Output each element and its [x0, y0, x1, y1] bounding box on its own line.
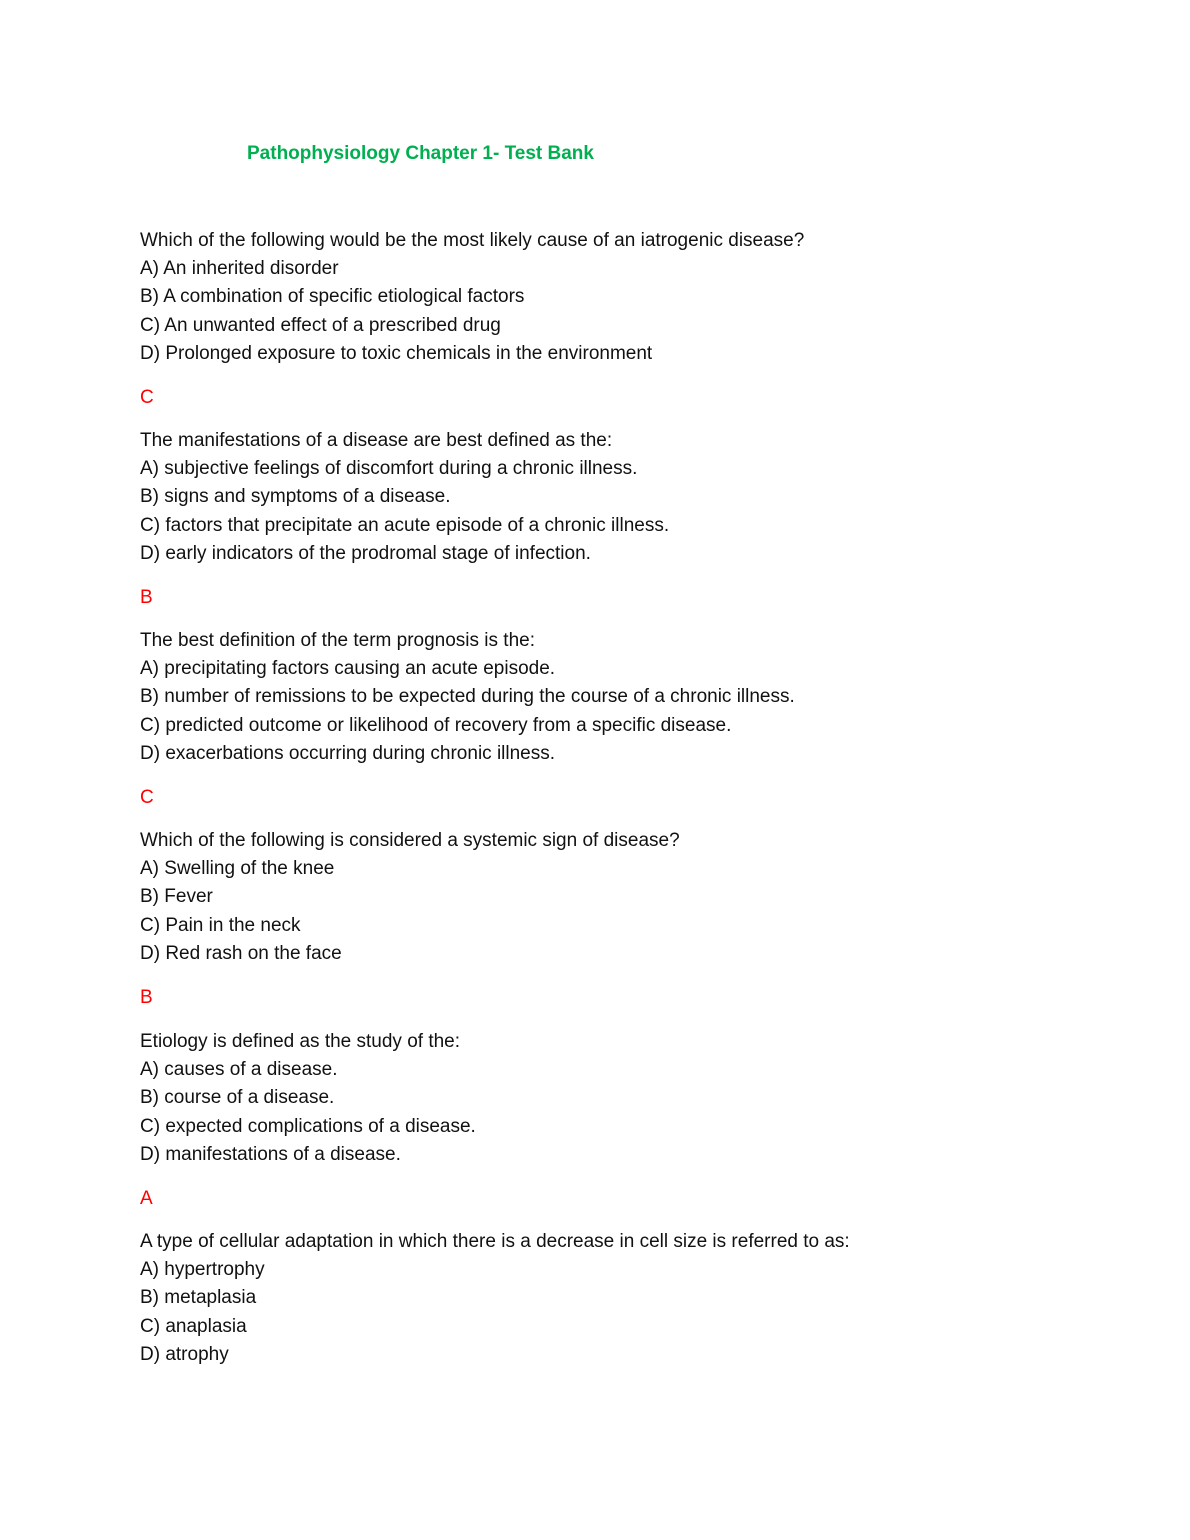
answer-key: B [140, 986, 153, 1008]
option-b: B) metaplasia [140, 1287, 257, 1309]
answer-key: C [140, 786, 154, 808]
option-c: C) An unwanted effect of a prescribed drug [140, 314, 501, 336]
option-d: D) atrophy [140, 1343, 229, 1365]
option-b: B) Fever [140, 886, 213, 908]
answer-key: A [140, 1187, 153, 1209]
option-c: C) anaplasia [140, 1315, 247, 1337]
option-b: B) A combination of specific etiological factors [140, 286, 525, 308]
question-2 [140, 427, 1040, 612]
option-b: B) number of remissions to be expected during the course of a chronic illness. [140, 686, 795, 708]
question-text: Which of the following is considered a systemic sign of disease? [140, 830, 680, 851]
option-a: A) An inherited disorder [140, 258, 339, 280]
option-c: C) expected complications of a disease. [140, 1115, 476, 1137]
question-text: A type of cellular adaptation in which there is a decrease in cell size is referred to as: [140, 1231, 850, 1252]
answer-key: C [140, 386, 154, 408]
option-c: C) factors that precipitate an acute episode of a chronic illness. [140, 514, 670, 536]
answer-key: B [140, 586, 153, 608]
option-d: D) Red rash on the face [140, 942, 342, 964]
option-a: A) causes of a disease. [140, 1059, 338, 1081]
option-c: C) Pain in the neck [140, 914, 301, 936]
option-c: C) predicted outcome or likelihood of recovery from a specific disease. [140, 714, 732, 736]
question-text: The best definition of the term prognosis is the: [140, 630, 535, 651]
question-1 [140, 227, 1040, 412]
option-a: A) precipitating factors causing an acute episode. [140, 658, 556, 680]
option-a: A) subjective feelings of discomfort during a chronic illness. [140, 458, 638, 480]
option-d: D) manifestations of a disease. [140, 1143, 401, 1165]
question-text: Etiology is defined as the study of the: [140, 1031, 461, 1052]
option-d: D) Prolonged exposure to toxic chemicals in the environment [140, 342, 653, 364]
document-title: Pathophysiology Chapter 1- Test Bank [247, 143, 594, 164]
option-d: D) exacerbations occurring during chronic illness. [140, 742, 556, 764]
option-b: B) signs and symptoms of a disease. [140, 486, 451, 508]
question-4 [140, 827, 1040, 1012]
option-a: A) hypertrophy [140, 1259, 265, 1281]
question-text: Which of the following would be the most likely cause of an iatrogenic disease? [140, 230, 805, 251]
question-6 [140, 1228, 1040, 1369]
option-b: B) course of a disease. [140, 1087, 335, 1109]
question-5 [140, 1028, 1040, 1213]
question-3 [140, 627, 1040, 812]
option-d: D) early indicators of the prodromal stage of infection. [140, 542, 591, 564]
question-text: The manifestations of a disease are best defined as the: [140, 430, 613, 451]
option-a: A) Swelling of the knee [140, 858, 335, 880]
